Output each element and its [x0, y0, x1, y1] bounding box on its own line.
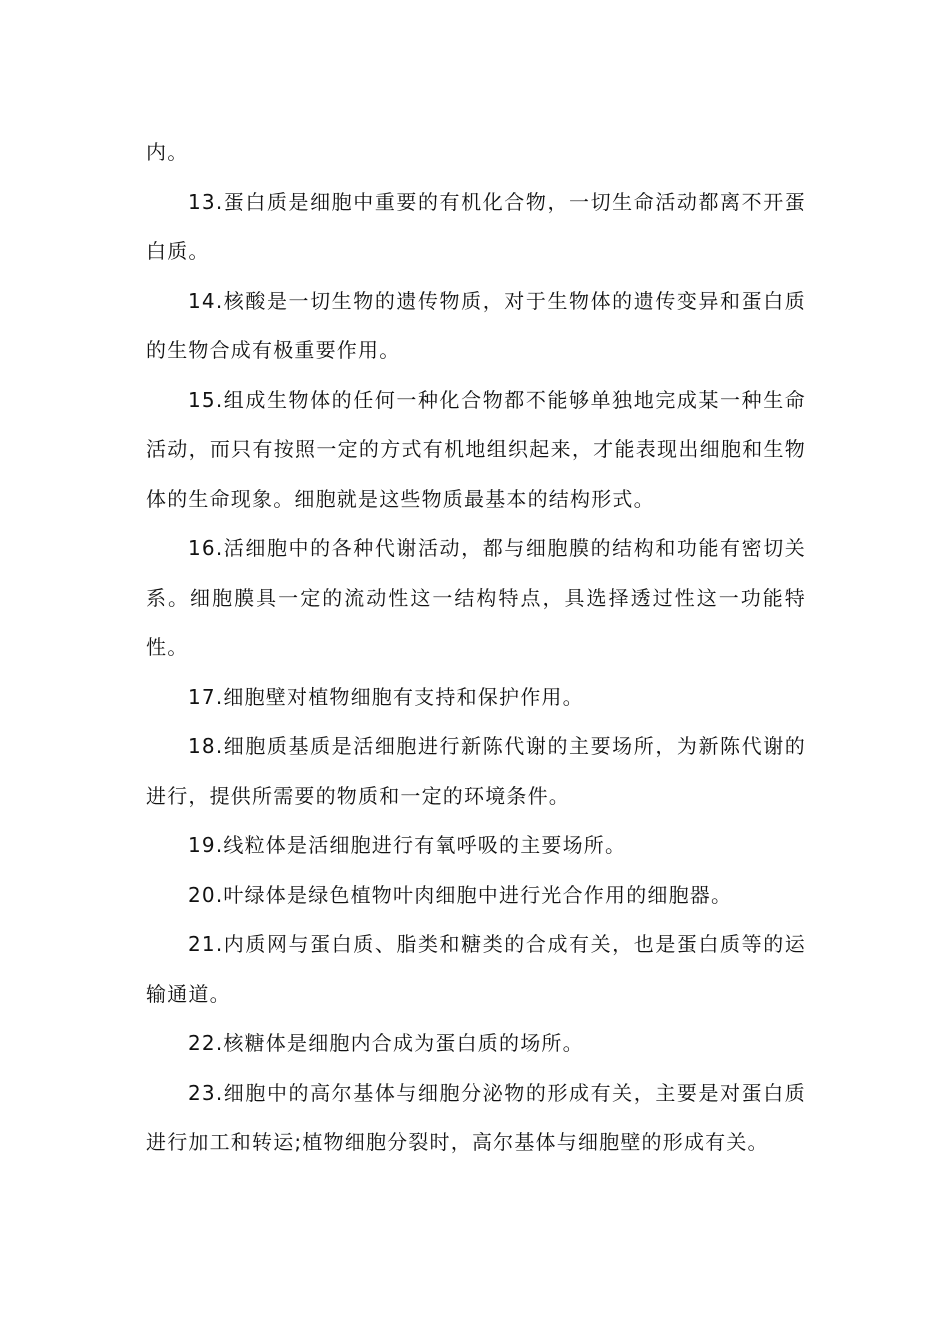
document-body [146, 128, 806, 1168]
paragraph-17: 17.细胞壁对植物细胞有支持和保护作用。 [188, 684, 584, 709]
paragraph-13: 13.蛋白质是细胞中重要的有机化合物，一切生命活动都离不开蛋白质。 [146, 189, 806, 263]
paragraph-22: 22.核糖体是细胞内合成为蛋白质的场所。 [188, 1031, 584, 1055]
paragraph-16: 16.活细胞中的各种代谢活动，都与细胞膜的结构和功能有密切关系。细胞膜具一定的流动性这一结构特点，具选择透过性这一功能特性。 [146, 536, 806, 659]
paragraph-23: 23.细胞中的高尔基体与细胞分泌物的形成有关，主要是对蛋白质进行加工和转运;植物细胞分裂时，高尔基体与细胞壁的形成有关。 [146, 1080, 806, 1154]
paragraph-15: 15.组成生物体的任何一种化合物都不能够单独地完成某一种生命活动，而只有按照一定的方式有机地组织起来，才能表现出细胞和生物体的生命现象。细胞就是这些物质最基本的结构形式。 [146, 387, 806, 511]
paragraph-21: 21.内质网与蛋白质、脂类和糖类的合成有关，也是蛋白质等的运输通道。 [146, 932, 806, 1006]
paragraph-continuation: 内。 [146, 140, 189, 164]
paragraph-20: 20.叶绿体是绿色植物叶肉细胞中进行光合作用的细胞器。 [188, 882, 733, 907]
paragraph-18: 18.细胞质基质是活细胞进行新陈代谢的主要场所，为新陈代谢的进行，提供所需要的物质和一定的环境条件。 [146, 734, 806, 808]
paragraph-19: 19.线粒体是活细胞进行有氧呼吸的主要场所。 [188, 833, 627, 857]
paragraph-14: 14.核酸是一切生物的遗传物质，对于生物体的遗传变异和蛋白质的生物合成有极重要作用。 [146, 288, 806, 362]
